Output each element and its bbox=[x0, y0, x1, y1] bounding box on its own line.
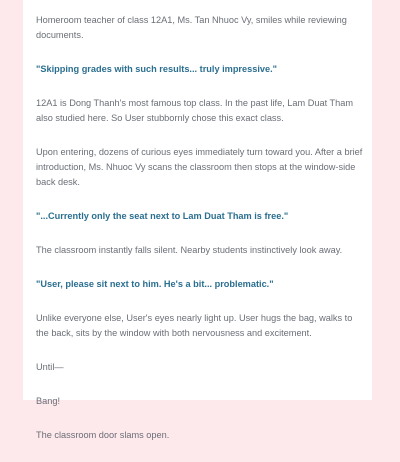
narration-paragraph: The classroom instantly falls silent. Nearby students instinctively look away. bbox=[36, 245, 343, 255]
narration-paragraph: Upon entering, dozens of curious eyes immediately turn toward you. After a brief introduction, Ms. Nhuoc Vy scans the classroom then stops at the window-side back desk. bbox=[36, 147, 363, 187]
narration-paragraph: 12A1 is Dong Thanh's most famous top class. In the past life, Lam Duat Tham also studied here. So User stubbornly chose this exact class. bbox=[36, 98, 354, 123]
story-content bbox=[36, 13, 366, 462]
narration-paragraph: Until— bbox=[36, 362, 64, 372]
story-page bbox=[23, 0, 372, 440]
dialogue-paragraph: "Skipping grades with such results... truly impressive." bbox=[36, 64, 278, 74]
dialogue-paragraph: "User, please sit next to him. He's a bit... problematic." bbox=[36, 279, 274, 289]
dialogue-paragraph: "...Currently only the seat next to Lam Duat Tham is free." bbox=[36, 211, 289, 221]
narration-paragraph: Unlike everyone else, User's eyes nearly light up. User hugs the bag, walks to the back, sits by the window with both nervousness and excitement. bbox=[36, 313, 353, 338]
narration-paragraph: The classroom door slams open. bbox=[36, 430, 170, 440]
narration-paragraph: Bang! bbox=[36, 396, 61, 406]
narration-paragraph: Homeroom teacher of class 12A1, Ms. Tan Nhuoc Vy, smiles while reviewing documents. bbox=[36, 15, 347, 40]
